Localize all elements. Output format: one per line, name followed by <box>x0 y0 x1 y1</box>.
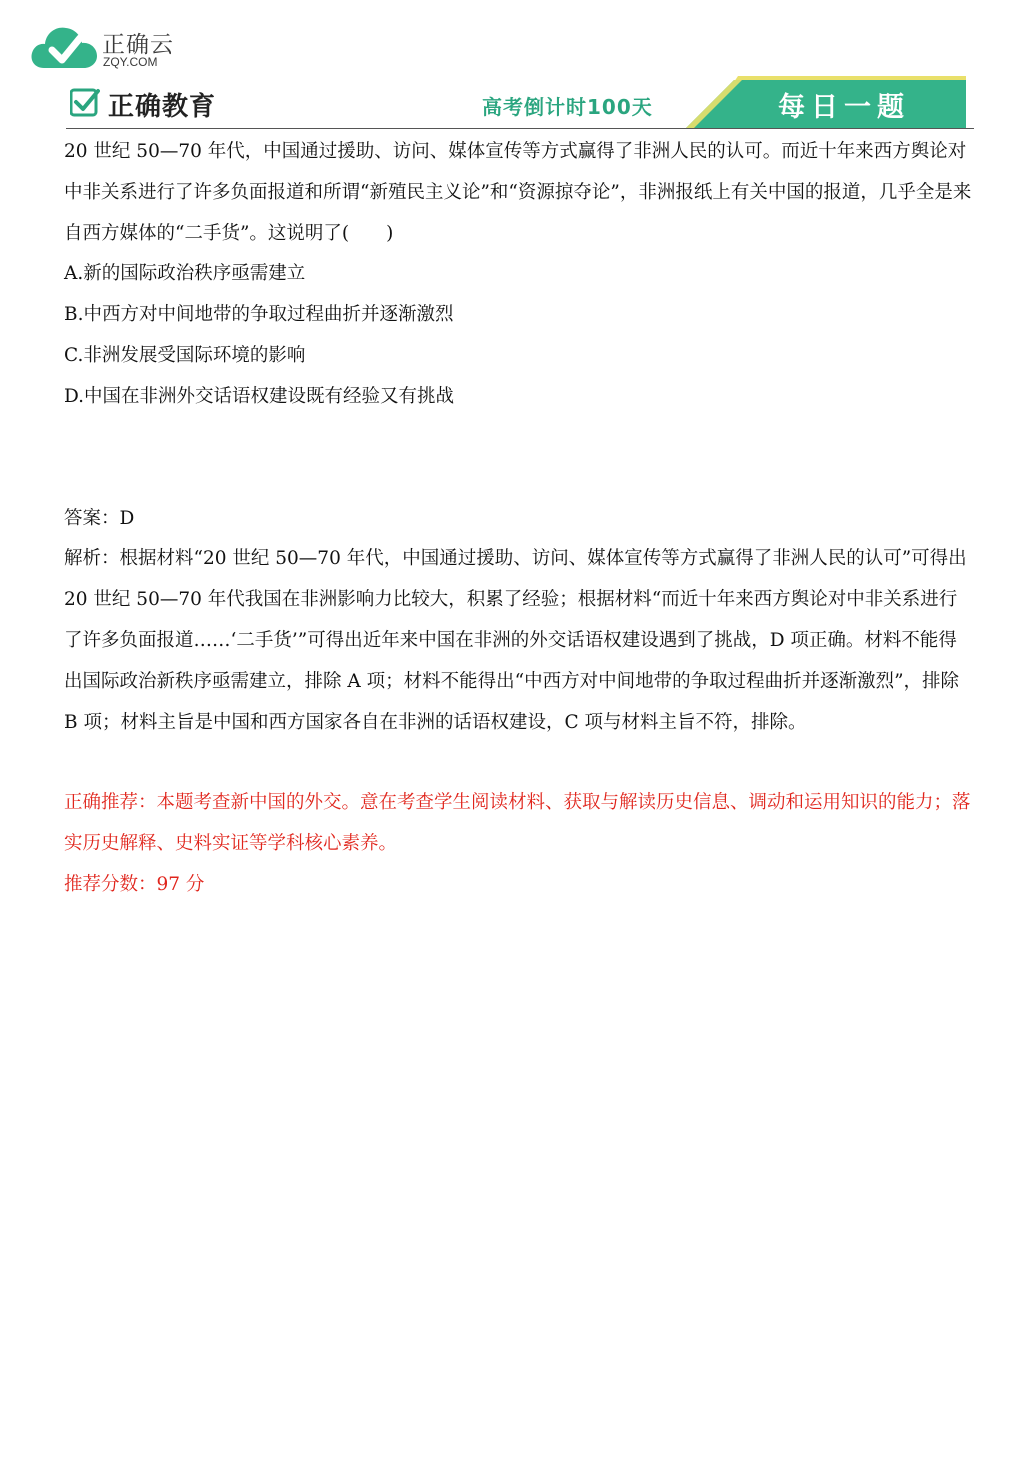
brand-name: 正确教育 <box>108 92 217 122</box>
option-d: D.中国在非洲外交话语权建设既有经验又有挑战 <box>64 385 455 407</box>
answer-label: 答案：D <box>64 507 135 529</box>
option-b: B.中西方对中间地带的争取过程曲折并逐渐激烈 <box>64 304 454 326</box>
document-body <box>64 132 974 906</box>
recommend-score: 推荐分数：97 分 <box>64 873 205 895</box>
option-a: A.新的国际政治秩序亟需建立 <box>64 263 306 285</box>
checkbox-icon <box>70 87 100 117</box>
zqy-logo <box>30 22 180 74</box>
brand-header <box>66 76 974 130</box>
header-divider <box>66 128 974 129</box>
spacer <box>64 743 974 783</box>
logo-chinese-name: 正确云 <box>102 32 174 58</box>
option-c: C.非洲发展受国际环境的影响 <box>64 344 306 366</box>
spacer <box>64 418 974 499</box>
question-stem: 20 世纪 50—70 年代，中国通过援助、访问、媒体宣传等方式赢得了非洲人民的认可。而近十年来西方舆论对中非关系进行了许多负面报道和所谓“新殖民主义论”和“资源掠夺论”，非洲报纸上有关中国的报道，几乎全是来自西方媒体的“二手货”。这说明了( ) <box>64 141 972 244</box>
cloud-check-icon <box>30 22 100 72</box>
analysis-text: 解析：根据材料“20 世纪 50—70 年代，中国通过援助、访问、媒体宣传等方式赢得了非洲人民的认可”可得出 20 世纪 50—70 年代我国在非洲影响力比较大，积累了经验；根据材料“而近十年来西方舆论对中非关系进行了许多负面报道……‘二手货’”可得出近年来中国在非洲的外交话语权建设遇到了挑战，D 项正确。材料不能得出国际政治新秩序亟需建立，排除 A 项；材料不能得出“中西方对中间地带的争取过程曲折并逐渐激烈”，排除 B 项；材料主旨是中国和西方国家各自在非洲的话语权建设，C 项与材料主旨不符，排除。 <box>64 548 967 733</box>
daily-question-label: 每日一题 <box>778 92 910 123</box>
recommend-text: 正确推荐：本题考查新中国的外交。意在考查学生阅读材料、获取与解读历史信息、调动和运用知识的能力；落实历史解释、史料实证等学科核心素养。 <box>64 792 971 855</box>
logo-domain: ZQY.COM <box>103 55 158 69</box>
countdown-text: 高考倒计时100天 <box>482 95 653 119</box>
